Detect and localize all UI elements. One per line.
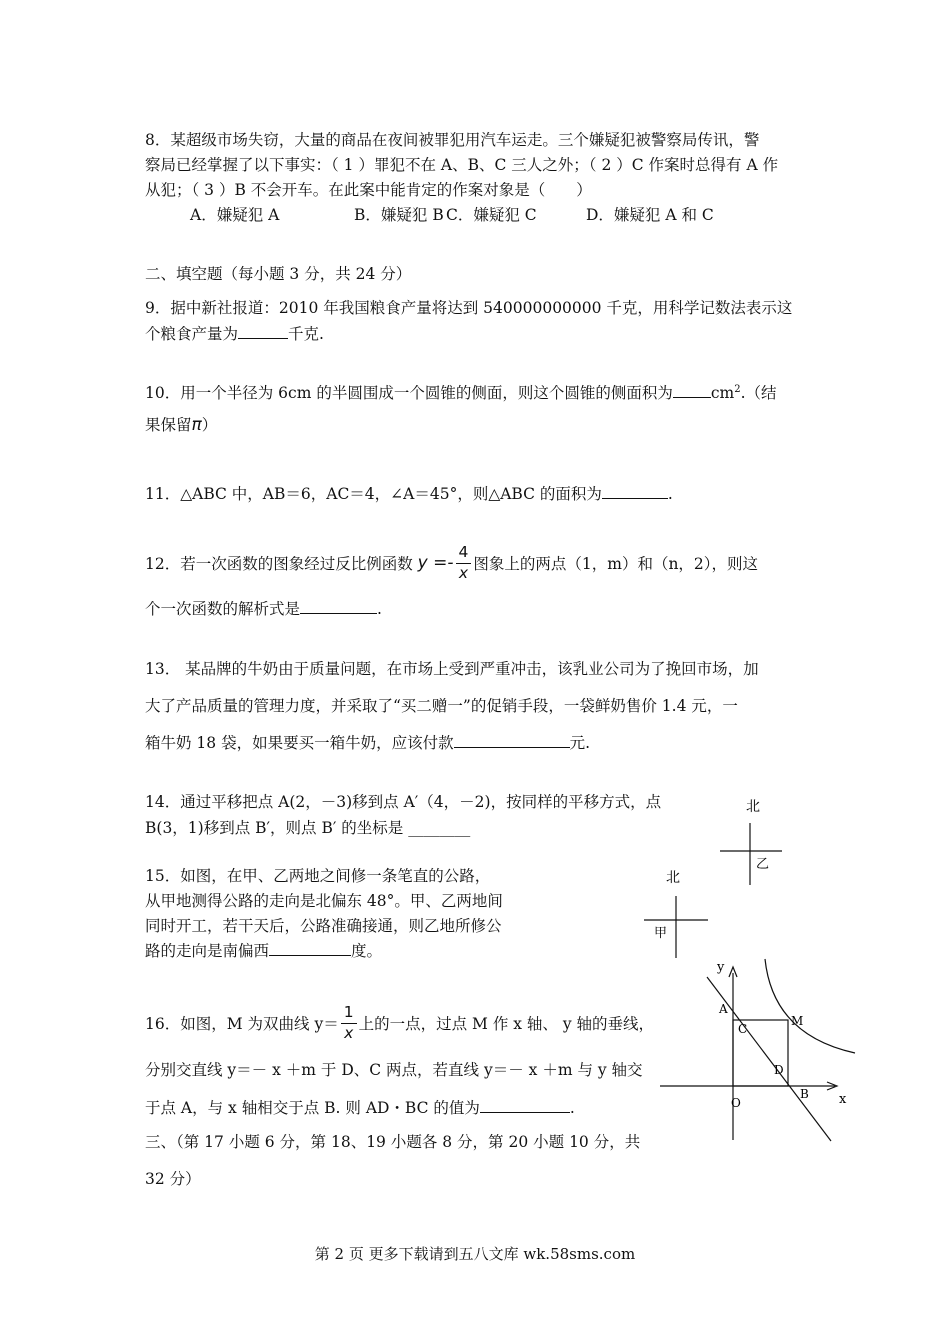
q13-line3: [145, 731, 590, 753]
hyperbola-figure: [655, 955, 860, 1185]
q14-line1: 14．通过平移把点 A(2，－3)移到点 A′（4，－2)，按同样的平移方式，点: [145, 793, 662, 811]
q12-answer-blank[interactable]: [300, 599, 377, 614]
q9-line1: 9．据中新社报道：2010 年我国粮食产量将达到 540000000000 千克，用科学记数法表示这: [145, 299, 793, 317]
x-label: x: [839, 1092, 847, 1107]
q8-line1: 8．某超级市场失窃，大量的商品在夜间被罪犯用汽车运走。三个嫌疑犯被警察局传讯，警: [145, 131, 760, 149]
section3-line2: 32 分）: [145, 1170, 201, 1188]
q10-text2: 果保留: [145, 416, 192, 434]
q16-denominator: x: [344, 1023, 354, 1042]
q12-fraction: [456, 545, 472, 581]
q8-line2: 察局已经掌握了以下事实：（ 1 ）罪犯不在 A、B、C 三人之外；（ 2 ）C 作案时总得有 A 作: [145, 156, 779, 174]
q9-text: 个粮食产量为: [145, 325, 239, 343]
q9-unit: 千克.: [288, 325, 324, 343]
q15-line2: 从甲地测得公路的走向是北偏东 48°。甲、乙两地间: [145, 892, 503, 910]
q13-line1: 13． 某品牌的牛奶由于质量问题，在市场上受到严重冲击，该乳业公司为了挽回市场，加: [145, 660, 759, 678]
q12-line1: [145, 545, 758, 581]
q12-text2: 个一次函数的解析式是: [145, 600, 301, 618]
q16-line2: 分别交直线 y＝－ x ＋m 于 D、C 两点，若直线 y＝－ x ＋m 与 y 轴交: [145, 1061, 643, 1079]
compass-figure-yi: [712, 795, 792, 890]
q10-line1: [145, 381, 777, 403]
point-m-label: M: [791, 1014, 804, 1028]
q15-answer-blank[interactable]: [269, 941, 351, 956]
q16-text: 16．如图，M 为双曲线 y＝: [145, 1015, 339, 1033]
pi-symbol: π: [191, 415, 202, 435]
q16-line1: [145, 1005, 654, 1041]
q10-line2: [145, 413, 217, 435]
q16-end: .: [569, 1099, 575, 1117]
q12-denominator: x: [458, 563, 469, 582]
q13-end: 元.: [569, 734, 591, 752]
q10-text2-end: ）: [201, 416, 218, 434]
q10-text: 10．用一个半径为 6cm 的半圆围成一个圆锥的侧面，则这个圆锥的侧面积为: [145, 384, 673, 402]
compass-figure-jia: [636, 862, 716, 962]
q12-numerator: 4: [456, 545, 472, 564]
q13-line2: 大了产品质量的管理力度，并采取了“买二赠一”的促销手段，一袋鲜奶售价 1.4 元，一: [145, 697, 738, 715]
q13-answer-blank[interactable]: [454, 733, 570, 748]
q8-line3: 从犯；（ 3 ）B 不会开车。在此案中能肯定的作案对象是（ ）: [145, 181, 592, 199]
y-label: y: [717, 960, 725, 975]
q11-end: .: [667, 485, 673, 503]
q12-text-end: 图象上的两点（1，m）和（n，2），则这: [473, 555, 759, 573]
q11-text: 11．△ABC 中，AB＝6，AC＝4，∠A＝45°，则△ABC 的面积为: [145, 485, 602, 503]
q13-text: 箱牛奶 18 袋，如果要买一箱牛奶，应该付款: [145, 734, 454, 752]
point-a-label: A: [719, 1002, 728, 1016]
jia-label: 甲: [654, 926, 668, 941]
q8-option-a: A．嫌疑犯 A: [190, 206, 280, 224]
point-b-label: B: [800, 1087, 809, 1101]
origin-label: O: [731, 1096, 741, 1110]
q15-line1: 15．如图，在甲、乙两地之间修一条笔直的公路，: [145, 867, 491, 885]
q15-line4: [145, 939, 382, 961]
section3-line1: 三、（第 17 小题 6 分，第 18、19 小题各 8 分，第 20 小题 10 分，共: [145, 1133, 641, 1151]
q16-line3: [145, 1096, 575, 1118]
yi-label: 乙: [756, 857, 770, 872]
q15-end: 度。: [351, 942, 383, 960]
q8-option-b: B．嫌疑犯 B: [354, 206, 444, 224]
point-c-label: C: [738, 1022, 748, 1036]
q8-option-d: D．嫌疑犯 A 和 C: [586, 206, 714, 224]
q10-text-end: .（结: [740, 384, 777, 402]
q14-text: B(3，1)移到点 B′，则点 B′ 的坐标是: [145, 819, 404, 837]
q10-unit-exponent: 2: [734, 383, 741, 395]
q16-text-end: 上的一点，过点 M 作 x 轴、 y 轴的垂线，: [358, 1015, 655, 1033]
q12-func-lhs: y =-: [417, 553, 454, 573]
q12-text: 12．若一次函数的图象经过反比例函数: [145, 555, 413, 573]
q16-fraction: [341, 1005, 357, 1041]
north-label: 北: [666, 870, 680, 886]
q10-answer-blank[interactable]: [673, 383, 711, 398]
q12-line2: [145, 597, 382, 619]
q14-line2: [145, 816, 470, 838]
hyperbola-curve: [765, 959, 855, 1053]
q16-answer-blank[interactable]: [480, 1098, 570, 1113]
q16-numerator: 1: [341, 1005, 357, 1024]
q10-unit: cm: [710, 384, 735, 402]
point-d-label: D: [774, 1063, 784, 1077]
page-footer: 第 2 页 更多下载请到五八文库 wk.58sms.com: [314, 1245, 636, 1263]
q9-line2: [145, 322, 324, 344]
q11-answer-blank[interactable]: [602, 484, 668, 499]
section2-heading: 二、填空题（每小题 3 分，共 24 分）: [145, 265, 412, 283]
q11-line: [145, 482, 673, 504]
q14-answer-blank[interactable]: ________: [408, 819, 471, 837]
q12-end: .: [377, 600, 382, 618]
q16-text3: 于点 A，与 x 轴相交于点 B. 则 AD・BC 的值为: [145, 1099, 480, 1117]
north-label: 北: [746, 799, 760, 815]
q8-option-c: C．嫌疑犯 C: [446, 206, 537, 224]
q15-text: 路的走向是南偏西: [145, 942, 270, 960]
q15-line3: 同时开工，若干天后，公路准确接通，则乙地所修公: [145, 917, 502, 935]
q9-answer-blank[interactable]: [238, 324, 288, 339]
